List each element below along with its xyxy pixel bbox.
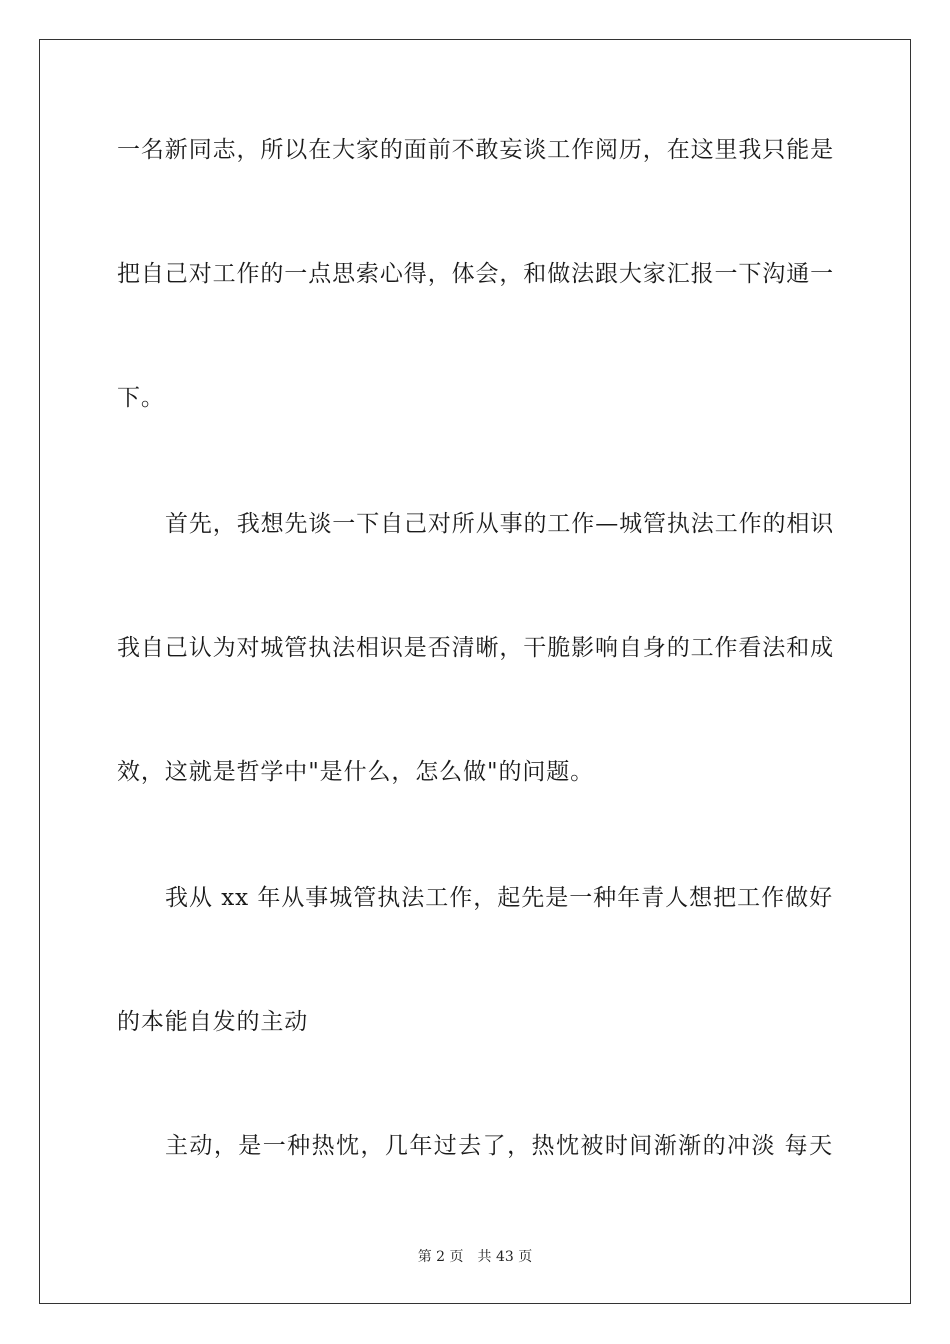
text-line-7: 我从 xx 年从事城管执法工作，起先是一种年青人想把工作做好 (165, 885, 833, 911)
total-pages: 共 43 页 (477, 1249, 533, 1265)
text-line-1: 一名新同志，所以在大家的面前不敢妄谈工作阅历，在这里我只能是 (117, 137, 834, 163)
text-line-4: 首先，我想先谈一下自己对所从事的工作—城管执法工作的相识 (165, 511, 835, 537)
text-line-9: 主动，是一种热忱，几年过去了，热忱被时间渐渐的冲淡 每天 (165, 1133, 833, 1159)
page-footer (0, 1248, 950, 1266)
page-number: 第 2 页 (417, 1249, 464, 1265)
text-line-3: 下。 (117, 385, 165, 411)
text-line-5: 我自己认为对城管执法相识是否清晰，干脆影响自身的工作看法和成 (117, 635, 834, 661)
page-border (39, 39, 911, 1304)
text-line-6: 效，这就是哲学中"是什么，怎么做"的问题。 (117, 759, 595, 785)
text-line-2: 把自己对工作的一点思索心得，体会，和做法跟大家汇报一下沟通一 (117, 261, 834, 287)
text-line-8: 的本能自发的主动 (117, 1009, 309, 1035)
